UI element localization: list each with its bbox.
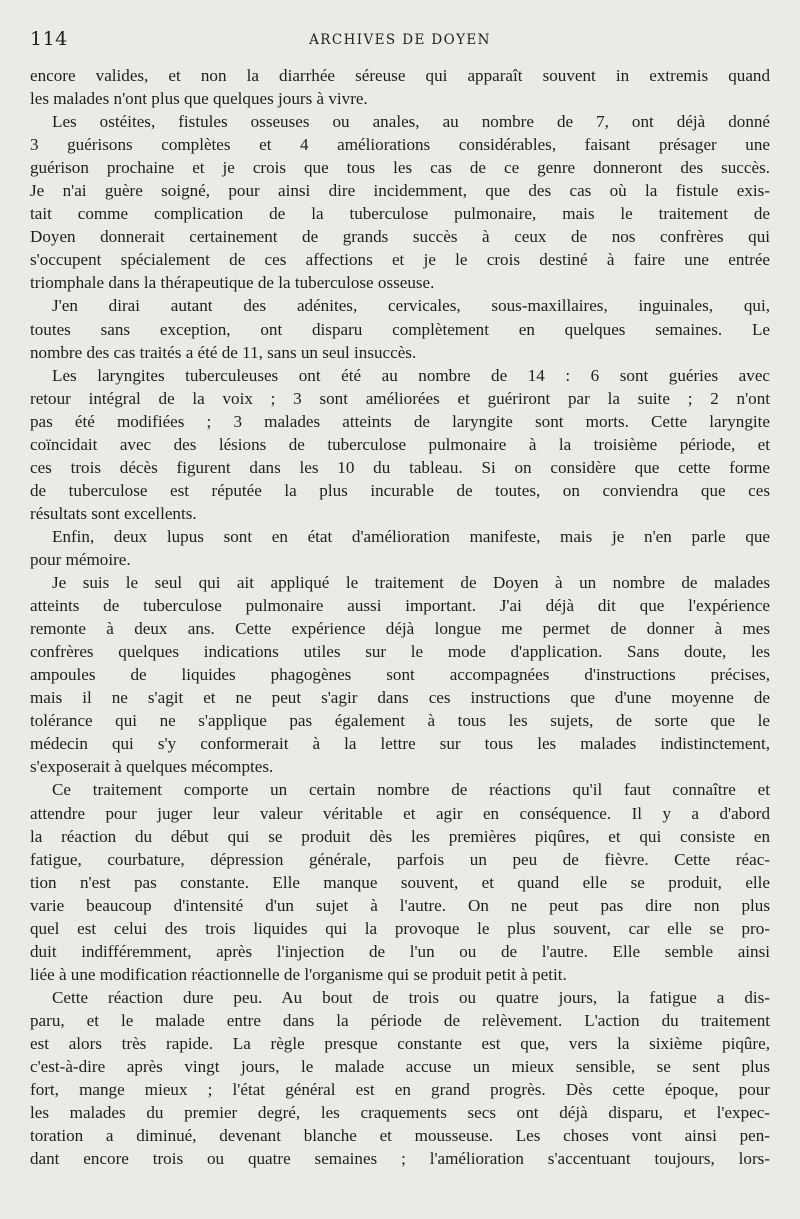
- text-line: liée à une modification réactionnelle de l'organisme qui se produit petit à petit.: [30, 964, 567, 984]
- text-line: retour intégral de la voix ; 3 sont améliorées et guériront par la suite ; 2 n'ont: [30, 388, 770, 408]
- text-line: est alors très rapide. La règle presque constante est que, vers la sixième piqûre,: [30, 1033, 770, 1053]
- text-line: confrères quelques indications utiles sur le mode d'application. Sans doute, les: [30, 642, 770, 662]
- text-line: résultats sont excellents.: [30, 503, 197, 523]
- paragraph: [30, 778, 770, 985]
- paragraph: [30, 364, 770, 525]
- text-line: Les ostéites, fistules osseuses ou anales, au nombre de 7, ont déjà donné: [52, 112, 770, 132]
- text-line: pour mémoire.: [30, 549, 131, 569]
- text-line: ces trois décès figurent dans les 10 du tableau. Si on considère que cette forme: [30, 457, 770, 477]
- text-line: tion n'est pas constante. Elle manque souvent, et quand elle se produit, elle: [30, 872, 770, 892]
- text-line: tolérance qui ne s'applique pas également à tous les sujets, de sorte que le: [30, 711, 770, 731]
- text-line: atteints de tuberculose pulmonaire aussi important. J'ai déjà dit que l'expérience: [30, 596, 770, 616]
- paragraph: [30, 525, 770, 571]
- text-line: toration a diminué, devenant blanche et mousseuse. Les choses vont ainsi pen-: [30, 1126, 770, 1146]
- text-line: fatigue, courbature, dépression générale, parfois un peu de fièvre. Cette réac-: [30, 849, 770, 869]
- body-text: [30, 64, 770, 1170]
- text-line: tait comme complication de la tuberculose pulmonaire, mais le traitement de: [30, 204, 770, 224]
- page-header: [30, 28, 770, 58]
- text-line: quel est celui des trois liquides qui la provoque le plus souvent, car elle se pro-: [30, 918, 770, 938]
- paragraph: [30, 110, 770, 294]
- paragraph: [30, 64, 770, 110]
- text-line: fort, mange mieux ; l'état général est en grand progrès. Dès cette époque, pour: [30, 1080, 770, 1100]
- text-line: J'en dirai autant des adénites, cervicales, sous-maxillaires, inguinales, qui,: [52, 296, 770, 316]
- text-line: Ce traitement comporte un certain nombre de réactions qu'il faut connaître et: [52, 780, 770, 800]
- text-line: Enfin, deux lupus sont en état d'amélioration manifeste, mais je n'en parle que: [52, 526, 770, 546]
- text-line: dant encore trois ou quatre semaines ; l'amélioration s'accentuant toujours, lors-: [30, 1149, 770, 1169]
- text-line: remonte à deux ans. Cette expérience déjà longue me permet de donner à mes: [30, 619, 770, 639]
- text-line: duit indifféremment, après l'injection de l'un ou de l'autre. Elle semble ainsi: [30, 941, 770, 961]
- text-line: encore valides, et non la diarrhée séreuse qui apparaît souvent in extremis quand: [30, 66, 770, 85]
- text-line: guérison prochaine et je crois que tous les cas de ce genre donneront des succès.: [30, 158, 770, 178]
- text-line: s'occupent spécialement de ces affections et je le crois destiné à faire une entrée: [30, 250, 770, 270]
- text-line: paru, et le malade entre dans la période de relèvement. L'action du traitement: [30, 1010, 770, 1030]
- text-line: 3 guérisons complètes et 4 améliorations considérables, faisant présager une: [30, 135, 770, 155]
- text-line: triomphale dans la thérapeutique de la tuberculose osseuse.: [30, 273, 435, 293]
- text-line: Je suis le seul qui ait appliqué le traitement de Doyen à un nombre de malades: [52, 573, 770, 593]
- text-line: la réaction du début qui se produit dès les premières piqûres, et qui consiste en: [30, 826, 770, 846]
- paragraph: [30, 294, 770, 363]
- text-line: ampoules de liquides phagogènes sont accompagnées d'instructions précises,: [30, 665, 770, 685]
- text-line: varie beaucoup d'intensité d'un sujet à l'autre. On ne peut pas dire non plus: [30, 895, 770, 915]
- text-line: de tuberculose est réputée la plus incurable de toutes, on conviendra que ces: [30, 480, 770, 500]
- running-title: ARCHIVES DE DOYEN: [309, 32, 491, 48]
- text-line: c'est-à-dire après vingt jours, le malade accuse un mieux sensible, se sent plus: [30, 1057, 770, 1077]
- text-line: pas été modifiées ; 3 malades atteints de laryngite sont morts. Cette laryngite: [30, 411, 770, 431]
- text-line: les malades n'ont plus que quelques jours à vivre.: [30, 89, 368, 109]
- text-line: nombre des cas traités a été de 11, sans un seul insuccès.: [30, 342, 417, 362]
- paragraph: [30, 571, 770, 778]
- text-line: Les laryngites tuberculeuses ont été au nombre de 14 : 6 sont guéries avec: [52, 365, 770, 385]
- page-number: 114: [30, 28, 68, 50]
- text-line: coïncidait avec des lésions de tuberculose pulmonaire à la troisième période, et: [30, 434, 770, 454]
- text-line: attendre pour juger leur valeur véritable et agir en conséquence. Il y a d'abord: [30, 803, 770, 823]
- text-line: les malades du premier degré, les craquements secs ont déjà disparu, et l'expec-: [30, 1103, 770, 1123]
- text-line: mais il ne s'agit et ne peut s'agir dans ces instructions que d'une moyenne de: [30, 688, 770, 708]
- text-line: s'exposerait à quelques mécomptes.: [30, 757, 274, 777]
- text-line: médecin qui s'y conformerait à la lettre sur tous les malades indistinctement,: [30, 734, 770, 754]
- text-line: Je n'ai guère soigné, pour ainsi dire incidemment, que des cas où la fistule exis-: [30, 181, 770, 201]
- paragraph: [30, 986, 770, 1170]
- text-line: Cette réaction dure peu. Au bout de trois ou quatre jours, la fatigue a dis-: [52, 987, 770, 1007]
- text-line: Doyen donnerait certainement de grands succès à ceux de nos confrères qui: [30, 227, 770, 247]
- text-line: toutes sans exception, ont disparu complètement en quelques semaines. Le: [30, 319, 770, 339]
